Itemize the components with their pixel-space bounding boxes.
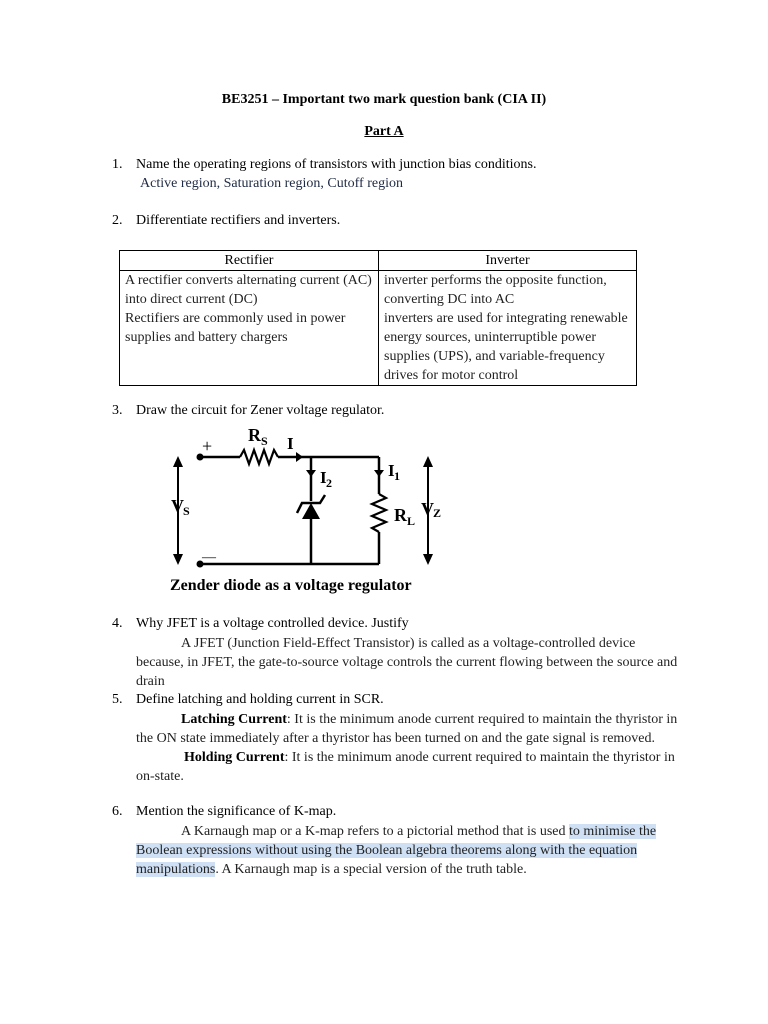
question-6 xyxy=(112,804,336,820)
holding-definition: : It is the minimum anode current required to maintain the thyristor in on-state. xyxy=(136,750,675,784)
zener-diode xyxy=(302,503,320,519)
current-arrow-i xyxy=(296,452,303,462)
question-number: 5. xyxy=(112,692,123,707)
zener-regulator-diagram xyxy=(160,420,460,600)
table-row xyxy=(120,309,637,386)
question-text: Name the operating regions of transistors with junction bias conditions. xyxy=(136,157,537,172)
question-3 xyxy=(112,403,384,419)
question-number: 6. xyxy=(112,804,123,819)
latching-term: Latching Current xyxy=(181,712,287,727)
question-1 xyxy=(112,157,536,173)
rs-subscript: S xyxy=(261,434,268,448)
answer-6-end: . A Karnaugh map is a special version of the truth table. xyxy=(215,862,527,877)
holding-term: Holding Current xyxy=(184,750,285,765)
question-text: Define latching and holding current in SCR. xyxy=(136,692,384,707)
i2-subscript: 2 xyxy=(326,476,332,490)
table-cell: A rectifier converts alternating current (AC) into direct current (DC) xyxy=(120,271,379,310)
answer-6-start: A Karnaugh map or a K-map refers to a pictorial method that is used xyxy=(181,824,569,839)
table-cell: inverter performs the opposite function, converting DC into AC xyxy=(379,271,637,310)
current-arrow-i1 xyxy=(374,470,384,477)
question-number: 4. xyxy=(112,616,123,631)
answer-1: Active region, Saturation region, Cutoff region xyxy=(140,176,403,191)
table-row xyxy=(120,271,637,310)
vz-subscript: Z xyxy=(433,506,442,520)
figure-caption: Zender diode as a voltage regulator xyxy=(170,577,412,594)
highlighted-text: to minimise the Boolean expressions without using the Boolean algebra theorems along with the equation manipulations xyxy=(136,824,657,877)
question-number: 2. xyxy=(112,213,123,228)
section-heading: Part A xyxy=(364,124,404,139)
question-text: Draw the circuit for Zener voltage regulator. xyxy=(136,403,385,418)
table-cell: Rectifiers are commonly used in power supplies and battery chargers xyxy=(120,309,379,386)
rl-label: R xyxy=(394,505,407,525)
question-text: Mention the significance of K-map. xyxy=(136,804,337,819)
answer-4: A JFET (Junction Field-Effect Transistor) is called as a voltage-controlled device because, in JFET, the gate-to-source voltage controls the current flowing between the source and drain xyxy=(136,636,678,689)
answer-5-holding xyxy=(136,748,681,786)
vs-subscript: S xyxy=(183,504,190,518)
answer-6 xyxy=(136,822,681,879)
comparison-table xyxy=(119,250,637,386)
i2-label: I xyxy=(320,468,327,487)
i-label: I xyxy=(287,434,294,453)
resistor-rs xyxy=(240,450,278,464)
i1-label: I xyxy=(388,461,395,480)
question-2 xyxy=(112,213,340,229)
table-header-cell: Inverter xyxy=(379,251,637,271)
rl-subscript: L xyxy=(407,514,416,528)
document-title: BE3251 – Important two mark question bank (CIA II) xyxy=(221,92,547,107)
question-number: 1. xyxy=(112,157,123,172)
table-cell: inverters are used for integrating renewable energy sources, uninterruptible power supplies (UPS), and variable-frequency drives for motor control xyxy=(379,309,637,386)
question-4 xyxy=(112,616,409,632)
resistor-rl xyxy=(372,494,386,532)
current-arrow-i2 xyxy=(306,470,316,477)
question-5 xyxy=(112,692,384,708)
question-number: 3. xyxy=(112,403,123,418)
latching-definition: : It is the minimum anode current required to maintain the thyristor in the ON state immediately after a thyristor has been turned on and the gate signal is removed. xyxy=(136,712,678,746)
plus-label: + xyxy=(202,436,213,456)
table-header-cell: Rectifier xyxy=(120,251,379,271)
question-text: Why JFET is a voltage controlled device. Justify xyxy=(136,616,409,631)
table-header-row xyxy=(120,251,637,271)
answer-5-latching xyxy=(136,710,681,748)
minus-label: — xyxy=(202,550,216,565)
i1-subscript: 1 xyxy=(394,469,400,483)
rs-label: R xyxy=(248,425,261,445)
vz-label: V xyxy=(421,499,434,519)
question-text: Differentiate rectifiers and inverters. xyxy=(136,213,341,228)
vs-label: V xyxy=(171,496,184,516)
